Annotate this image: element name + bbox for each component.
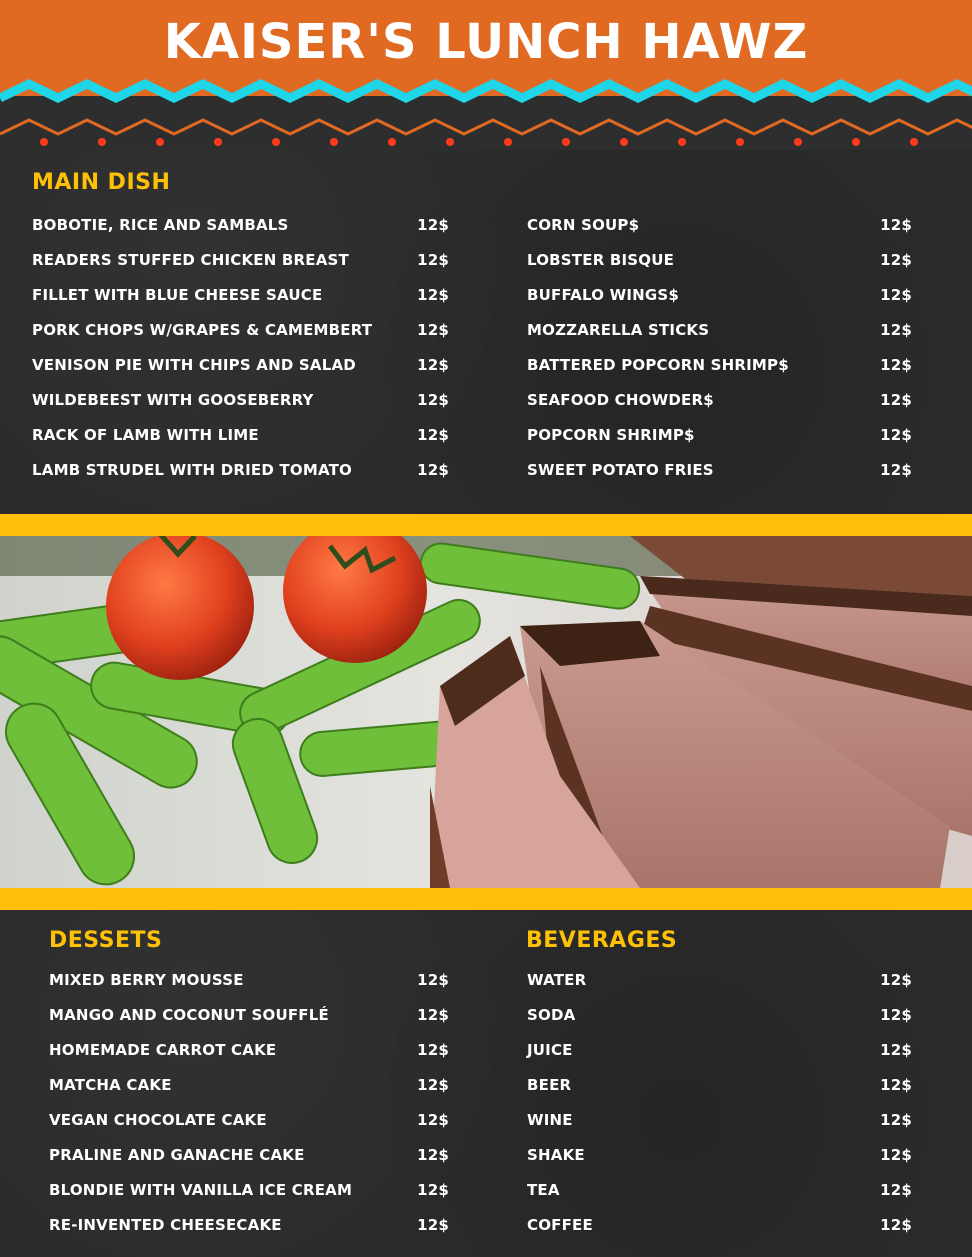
zigzag-border bbox=[0, 78, 972, 150]
item-name: MIXED BERRY MOUSSE bbox=[49, 970, 244, 989]
item-price: 12$ bbox=[417, 970, 449, 989]
zigzag-cyan-line bbox=[0, 84, 972, 98]
main-dish-heading: MAIN DISH bbox=[32, 170, 171, 195]
menu-item bbox=[49, 997, 449, 1032]
menu-item bbox=[527, 417, 912, 452]
menu-item bbox=[32, 312, 449, 347]
item-name: SODA bbox=[527, 1005, 576, 1024]
item-price: 12$ bbox=[880, 250, 912, 269]
item-name: BATTERED POPCORN SHRIMP$ bbox=[527, 355, 789, 374]
item-price: 12$ bbox=[880, 970, 912, 989]
item-name: PORK CHOPS W/GRAPES & CAMEMBERT bbox=[32, 320, 373, 339]
item-price: 12$ bbox=[880, 320, 912, 339]
item-name: WATER bbox=[527, 970, 587, 989]
item-price: 12$ bbox=[880, 1145, 912, 1164]
item-price: 12$ bbox=[880, 460, 912, 479]
menu-item bbox=[527, 997, 912, 1032]
item-name: JUICE bbox=[527, 1040, 573, 1059]
menu-item bbox=[527, 382, 912, 417]
item-price: 12$ bbox=[417, 1005, 449, 1024]
main-dish-list-right bbox=[527, 207, 912, 487]
item-name: BUFFALO WINGS$ bbox=[527, 285, 680, 304]
item-name: VENISON PIE WITH CHIPS AND SALAD bbox=[32, 355, 356, 374]
desserts-list bbox=[49, 962, 449, 1242]
item-price: 12$ bbox=[417, 215, 449, 234]
item-price: 12$ bbox=[880, 285, 912, 304]
desserts-heading: DESSETS bbox=[49, 928, 163, 953]
item-price: 12$ bbox=[417, 285, 449, 304]
menu-item bbox=[32, 242, 449, 277]
zigzag-orange-line bbox=[0, 120, 972, 134]
menu-item bbox=[49, 1207, 449, 1242]
item-price: 12$ bbox=[417, 1075, 449, 1094]
item-price: 12$ bbox=[417, 1145, 449, 1164]
menu-item bbox=[527, 1172, 912, 1207]
item-price: 12$ bbox=[417, 1040, 449, 1059]
menu-item bbox=[49, 1067, 449, 1102]
item-name: BLONDIE WITH VANILLA ICE CREAM bbox=[49, 1180, 353, 1199]
item-price: 12$ bbox=[417, 1215, 449, 1234]
item-price: 12$ bbox=[880, 1180, 912, 1199]
menu-item bbox=[527, 452, 912, 487]
menu-item bbox=[527, 1137, 912, 1172]
item-price: 12$ bbox=[417, 1180, 449, 1199]
menu-item bbox=[32, 382, 449, 417]
menu-item bbox=[32, 207, 449, 242]
item-name: PRALINE AND GANACHE CAKE bbox=[49, 1145, 305, 1164]
menu-item bbox=[527, 1207, 912, 1242]
menu-item bbox=[49, 1137, 449, 1172]
item-name: SWEET POTATO FRIES bbox=[527, 460, 714, 479]
item-name: SHAKE bbox=[527, 1145, 585, 1164]
item-price: 12$ bbox=[880, 1215, 912, 1234]
item-name: VEGAN CHOCOLATE CAKE bbox=[49, 1110, 267, 1129]
item-name: CORN SOUP$ bbox=[527, 215, 640, 234]
menu-item bbox=[49, 1032, 449, 1067]
item-name: FILLET WITH BLUE CHEESE SAUCE bbox=[32, 285, 323, 304]
menu-item bbox=[32, 452, 449, 487]
decorative-dots bbox=[40, 138, 918, 146]
item-name: LOBSTER BISQUE bbox=[527, 250, 675, 269]
main-dish-section bbox=[0, 150, 972, 514]
item-name: WILDEBEEST WITH GOOSEBERRY bbox=[32, 390, 314, 409]
item-price: 12$ bbox=[880, 355, 912, 374]
item-name: BOBOTIE, RICE AND SAMBALS bbox=[32, 215, 289, 234]
item-name: HOMEMADE CARROT CAKE bbox=[49, 1040, 277, 1059]
item-name: TEA bbox=[527, 1180, 560, 1199]
item-name: BEER bbox=[527, 1075, 572, 1094]
menu-item bbox=[32, 347, 449, 382]
item-price: 12$ bbox=[417, 460, 449, 479]
desserts-beverages-section bbox=[0, 910, 972, 1257]
item-price: 12$ bbox=[417, 425, 449, 444]
menu-item bbox=[527, 1102, 912, 1137]
item-price: 12$ bbox=[417, 250, 449, 269]
beverages-heading: BEVERAGES bbox=[526, 928, 678, 953]
item-name: LAMB STRUDEL WITH DRIED TOMATO bbox=[32, 460, 352, 479]
menu-item bbox=[49, 1102, 449, 1137]
item-name: MATCHA CAKE bbox=[49, 1075, 172, 1094]
menu-item bbox=[32, 277, 449, 312]
main-dish-list-left bbox=[32, 207, 449, 487]
menu-item bbox=[32, 417, 449, 452]
item-name: MANGO AND COCONUT SOUFFLÉ bbox=[49, 1005, 329, 1024]
item-price: 12$ bbox=[880, 1005, 912, 1024]
item-name: SEAFOOD CHOWDER$ bbox=[527, 390, 714, 409]
item-price: 12$ bbox=[880, 215, 912, 234]
beverages-list bbox=[527, 962, 912, 1242]
item-price: 12$ bbox=[417, 390, 449, 409]
menu-item bbox=[527, 277, 912, 312]
restaurant-title: KAISER'S LUNCH HAWZ bbox=[163, 14, 809, 70]
yellow-stripe-top bbox=[0, 514, 972, 536]
menu-header bbox=[0, 0, 972, 150]
item-price: 12$ bbox=[417, 320, 449, 339]
item-price: 12$ bbox=[417, 355, 449, 374]
item-name: RACK OF LAMB WITH LIME bbox=[32, 425, 259, 444]
yellow-stripe-bottom bbox=[0, 888, 972, 910]
item-name: READERS STUFFED CHICKEN BREAST bbox=[32, 250, 349, 269]
item-price: 12$ bbox=[417, 1110, 449, 1129]
item-price: 12$ bbox=[880, 1110, 912, 1129]
item-price: 12$ bbox=[880, 390, 912, 409]
food-photo bbox=[0, 536, 972, 888]
menu-item bbox=[49, 962, 449, 997]
item-name: RE-INVENTED CHEESECAKE bbox=[49, 1215, 282, 1234]
item-price: 12$ bbox=[880, 425, 912, 444]
menu-item bbox=[527, 962, 912, 997]
menu-item bbox=[527, 347, 912, 382]
item-name: MOZZARELLA STICKS bbox=[527, 320, 710, 339]
item-name: POPCORN SHRIMP$ bbox=[527, 425, 695, 444]
menu-item bbox=[527, 312, 912, 347]
item-price: 12$ bbox=[880, 1040, 912, 1059]
menu-item bbox=[49, 1172, 449, 1207]
menu-item bbox=[527, 207, 912, 242]
item-name: COFFEE bbox=[527, 1215, 593, 1234]
menu-item bbox=[527, 1032, 912, 1067]
menu-item bbox=[527, 1067, 912, 1102]
menu-item bbox=[527, 242, 912, 277]
item-price: 12$ bbox=[880, 1075, 912, 1094]
item-name: WINE bbox=[527, 1110, 573, 1129]
